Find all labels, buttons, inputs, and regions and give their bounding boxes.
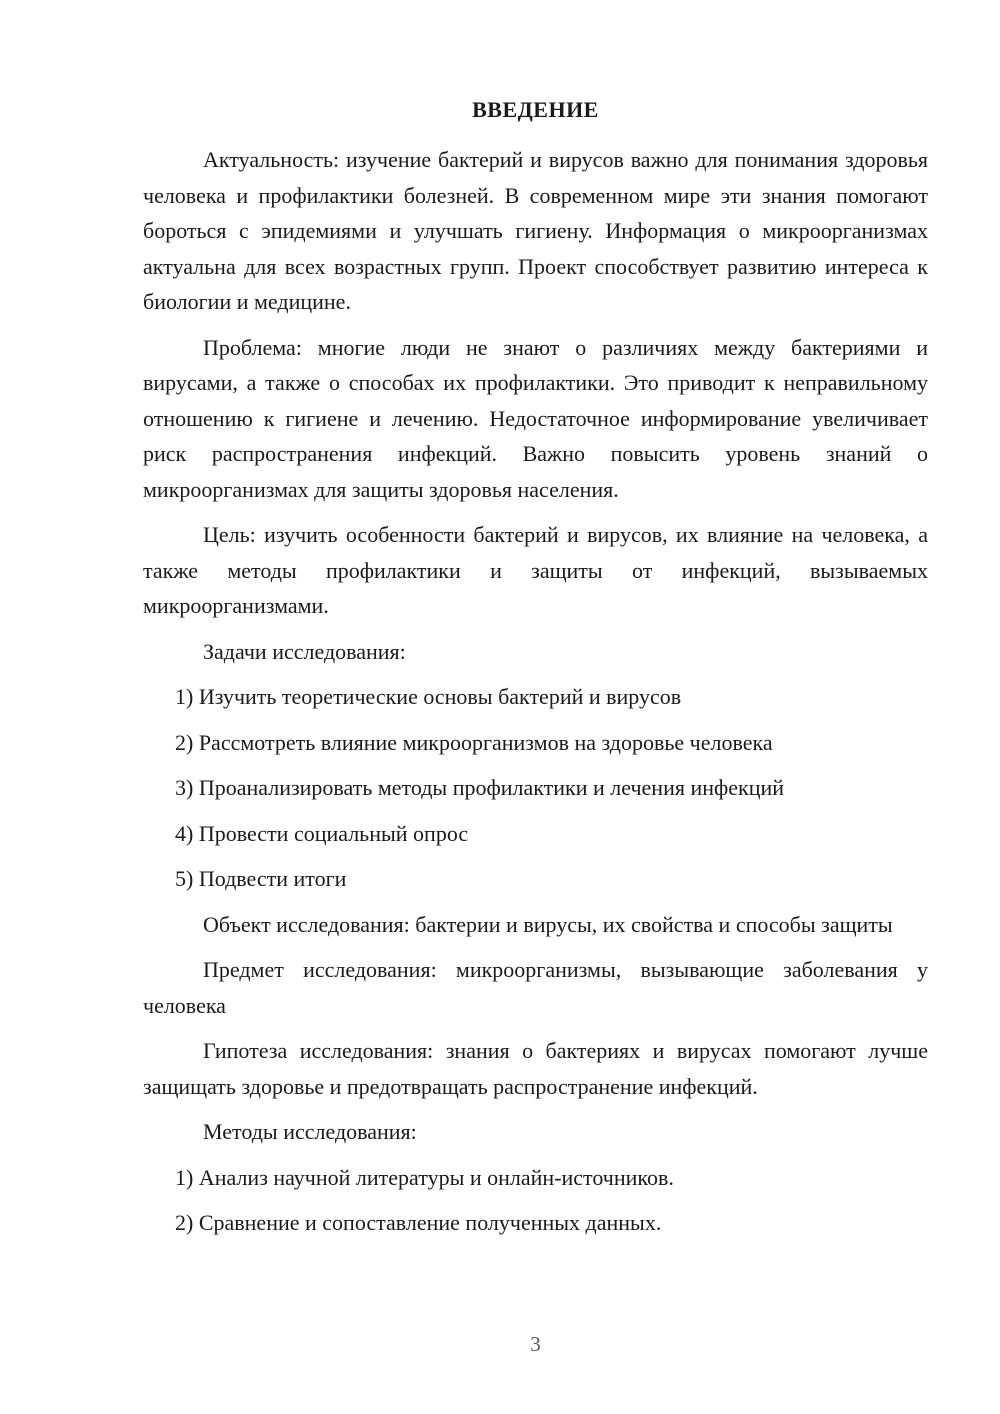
goal-paragraph: Цель: изучить особенности бактерий и вирусов, их влияние на человека, а также методы профилактики и защиты от инфекций, вызываемых микроорганизмами.	[143, 522, 928, 618]
page-title: ВВЕДЕНИЕ	[472, 97, 599, 122]
methods-heading: Методы исследования:	[203, 1119, 417, 1144]
task-list-item: 2) Рассмотреть влияние микроорганизмов на здоровье человека	[175, 729, 773, 755]
task-list-item: 5) Подвести итоги	[175, 866, 347, 891]
problem-paragraph: Проблема: многие люди не знают о различиях между бактериями и вирусами, а также о способах их профилактики. Это приводит к неправильному отношению к гигиене и лечению. Недостаточное информирование увеличивает риск распространения инфекций. Важно повысить уровень знаний о микроорганизмах для защиты здоровья населения.	[143, 334, 928, 502]
task-list-item: 4) Провести социальный опрос	[175, 820, 469, 846]
subject-paragraph: Предмет исследования: микроорганизмы, вызывающие заболевания у человека	[143, 957, 928, 1018]
tasks-heading: Задачи исследования:	[203, 638, 406, 664]
method-list-item: 1) Анализ научной литературы и онлайн-источников.	[175, 1164, 674, 1190]
task-list-item: 1) Изучить теоретические основы бактерий и вирусов	[175, 684, 682, 709]
document-page	[143, 0, 928, 1414]
relevance-paragraph: Актуальность: изучение бактерий и вирусов важно для понимания здоровья человека и профилактики болезней. В современном мире эти знания помогают бороться с эпидемиями и улучшать гигиену. Информация о микроорганизмах актуальна для всех возрастных групп. Проект способствует развитию интереса к биологии и медицине.	[143, 147, 928, 314]
method-list-item: 2) Сравнение и сопоставление полученных данных.	[175, 1210, 662, 1235]
document-body	[143, 142, 928, 1251]
hypothesis-paragraph: Гипотеза исследования: знания о бактериях и вирусах помогают лучше защищать здоровье и предотвращать распространение инфекций.	[143, 1038, 928, 1099]
object-paragraph: Объект исследования: бактерии и вирусы, их свойства и способы защиты	[203, 911, 893, 937]
page-number: 3	[530, 1332, 541, 1356]
task-list-item: 3) Проанализировать методы профилактики и лечения инфекций	[175, 775, 785, 800]
